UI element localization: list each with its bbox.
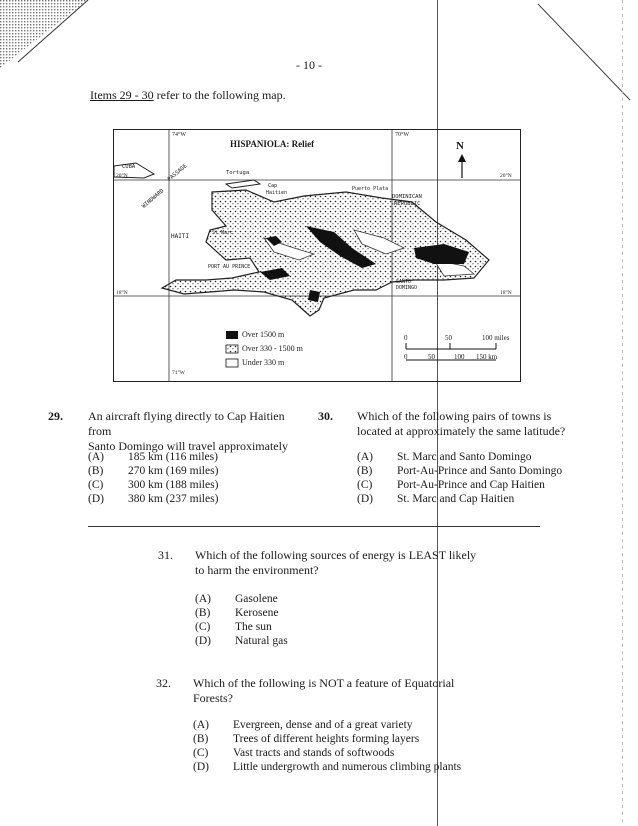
place-haitien: Haitien	[266, 190, 288, 196]
section-divider	[88, 526, 540, 527]
map-svg	[114, 130, 520, 381]
lon-left-label: 74°W	[172, 132, 187, 138]
q30-line: Which of the following pairs of towns is	[357, 409, 552, 423]
q30-number: 30.	[318, 409, 333, 423]
q31-stem	[195, 548, 495, 578]
place-passage: PASSAGE	[166, 163, 189, 183]
legend-mid: Over 330 - 1500 m	[242, 344, 303, 353]
option-letter: (A)	[88, 451, 104, 463]
scan-edge-line	[622, 0, 623, 826]
place-cap: Cap	[268, 183, 278, 189]
option-text: 185 km (116 miles)	[128, 451, 218, 463]
option-letter: (C)	[88, 479, 104, 491]
q30-stem	[357, 409, 597, 439]
q29-options	[88, 450, 218, 506]
q29-option-d[interactable]	[88, 492, 218, 506]
q32-option-a[interactable]	[193, 718, 461, 732]
place-cuba: CUBA	[122, 164, 136, 170]
q31-number: 31.	[158, 548, 173, 562]
option-text: Kerosene	[235, 607, 279, 619]
legend-swatch-low	[226, 359, 238, 367]
scale-km-50: 50	[428, 353, 435, 361]
option-letter: (A)	[195, 593, 211, 605]
intro-text: refer to the following map.	[156, 88, 286, 102]
q29-line: Santo Domingo will travel approximately	[88, 439, 288, 453]
q32-option-c[interactable]	[193, 746, 461, 760]
q29-line: An aircraft flying directly to Cap Haitien from	[88, 409, 285, 438]
option-text: Little undergrowth and numerous climbing plants	[233, 761, 462, 773]
q31-option-d[interactable]	[195, 634, 288, 648]
option-text: Port-Au-Prince and Santo Domingo	[397, 465, 563, 477]
legend-low: Under 330 m	[242, 358, 285, 367]
place-domingo: DOMINGO	[396, 285, 418, 291]
place-dominican: DOMINICAN	[392, 194, 422, 200]
q32-option-b[interactable]	[193, 732, 461, 746]
tortuga-island	[226, 180, 260, 188]
place-haiti: HAITI	[171, 233, 190, 240]
items-range: Items 29 - 30	[90, 88, 154, 102]
highland-southwest	[308, 290, 320, 302]
option-text: 380 km (237 miles)	[128, 493, 219, 505]
option-letter: (C)	[195, 621, 211, 633]
q32-number: 32.	[156, 676, 171, 690]
option-letter: (D)	[357, 493, 373, 505]
option-text: Trees of different heights forming layers	[233, 733, 420, 745]
option-letter: (C)	[357, 479, 373, 491]
north-label: N	[456, 140, 464, 152]
option-text: 300 km (188 miles)	[128, 479, 219, 491]
scale-km-100: 100	[454, 353, 465, 361]
q32-line: Which of the following is NOT a feature of Equatorial	[193, 676, 455, 690]
option-letter: (B)	[195, 607, 211, 619]
q30-option-d[interactable]	[357, 492, 562, 506]
north-arrow-icon	[458, 154, 466, 162]
q29-option-c[interactable]	[88, 478, 218, 492]
q31-option-a[interactable]	[195, 592, 288, 606]
lat-top-right: 20°N	[500, 173, 512, 179]
q32-option-d[interactable]	[193, 760, 461, 774]
q29-number: 29.	[48, 409, 63, 423]
scale-km-150: 150 km	[476, 353, 498, 361]
option-letter: (D)	[195, 635, 211, 647]
scale-miles-0: 0	[404, 334, 408, 342]
scale-miles-50: 50	[445, 334, 452, 342]
place-windward: WINDWARD	[141, 188, 166, 210]
q29-option-a[interactable]	[88, 450, 218, 464]
q30-option-a[interactable]	[357, 450, 562, 464]
lat-bot-left: 18°N	[116, 290, 128, 296]
option-text: The sun	[235, 621, 272, 633]
place-port-au-prince: PORT AU PRINCE	[208, 264, 251, 270]
legend-swatch-mid	[226, 345, 238, 353]
option-text: Evergreen, dense and of a great variety	[233, 719, 413, 731]
q31-option-c[interactable]	[195, 620, 288, 634]
q32-stem	[193, 676, 493, 706]
place-st-marc: St Marc	[212, 230, 234, 236]
q32-options	[193, 718, 461, 774]
option-text: St. Marc and Santo Domingo	[397, 451, 532, 463]
q32-line: Forests?	[193, 691, 233, 705]
place-puerto-plata: Puerto Plata	[352, 186, 389, 192]
items-intro	[90, 88, 286, 103]
q31-option-b[interactable]	[195, 606, 288, 620]
q30-option-c[interactable]	[357, 478, 562, 492]
hispaniola-map	[113, 129, 521, 382]
option-letter: (B)	[88, 465, 104, 477]
option-letter: (B)	[357, 465, 373, 477]
place-tortuga: Tortuga	[226, 170, 250, 176]
option-text: Port-Au-Prince and Cap Haitien	[397, 479, 545, 491]
option-letter: (D)	[193, 761, 209, 773]
q30-line: located at approximately the same latitude?	[357, 424, 566, 438]
option-text: Natural gas	[235, 635, 288, 647]
q29-option-b[interactable]	[88, 464, 218, 478]
option-letter: (A)	[357, 451, 373, 463]
q31-options	[195, 592, 288, 648]
lat-top-left: 20°N	[116, 173, 128, 179]
q31-line: to harm the environment?	[195, 563, 319, 577]
page-number: - 10 -	[296, 58, 322, 72]
legend-high: Over 1500 m	[242, 330, 285, 339]
place-republic: REPUBLIC	[394, 201, 421, 207]
option-text: Vast tracts and stands of softwoods	[233, 747, 395, 759]
q31-line: Which of the following sources of energy is LEAST likely	[195, 548, 477, 562]
option-text: 270 km (169 miles)	[128, 465, 219, 477]
option-letter: (B)	[193, 733, 209, 745]
scale-km-0: 0	[404, 353, 408, 361]
option-letter: (A)	[193, 719, 209, 731]
q30-options	[357, 450, 562, 506]
q30-option-b[interactable]	[357, 464, 562, 478]
lon-right-label: 70°W	[395, 132, 410, 138]
lat-bot-right: 18°N	[500, 290, 512, 296]
lon-bottom-label: 71°W	[172, 370, 185, 376]
option-text: St. Marc and Cap Haitien	[397, 493, 515, 505]
legend-swatch-high	[226, 331, 238, 339]
q29-stem	[88, 409, 308, 454]
map-title: HISPANIOLA: Relief	[230, 139, 315, 149]
option-text: Gasolene	[235, 593, 278, 605]
scan-corner-shadow	[0, 0, 90, 70]
option-letter: (C)	[193, 747, 209, 759]
scale-miles-100: 100 miles	[482, 334, 510, 342]
place-santo: SANTO	[396, 279, 412, 285]
option-letter: (D)	[88, 493, 104, 505]
